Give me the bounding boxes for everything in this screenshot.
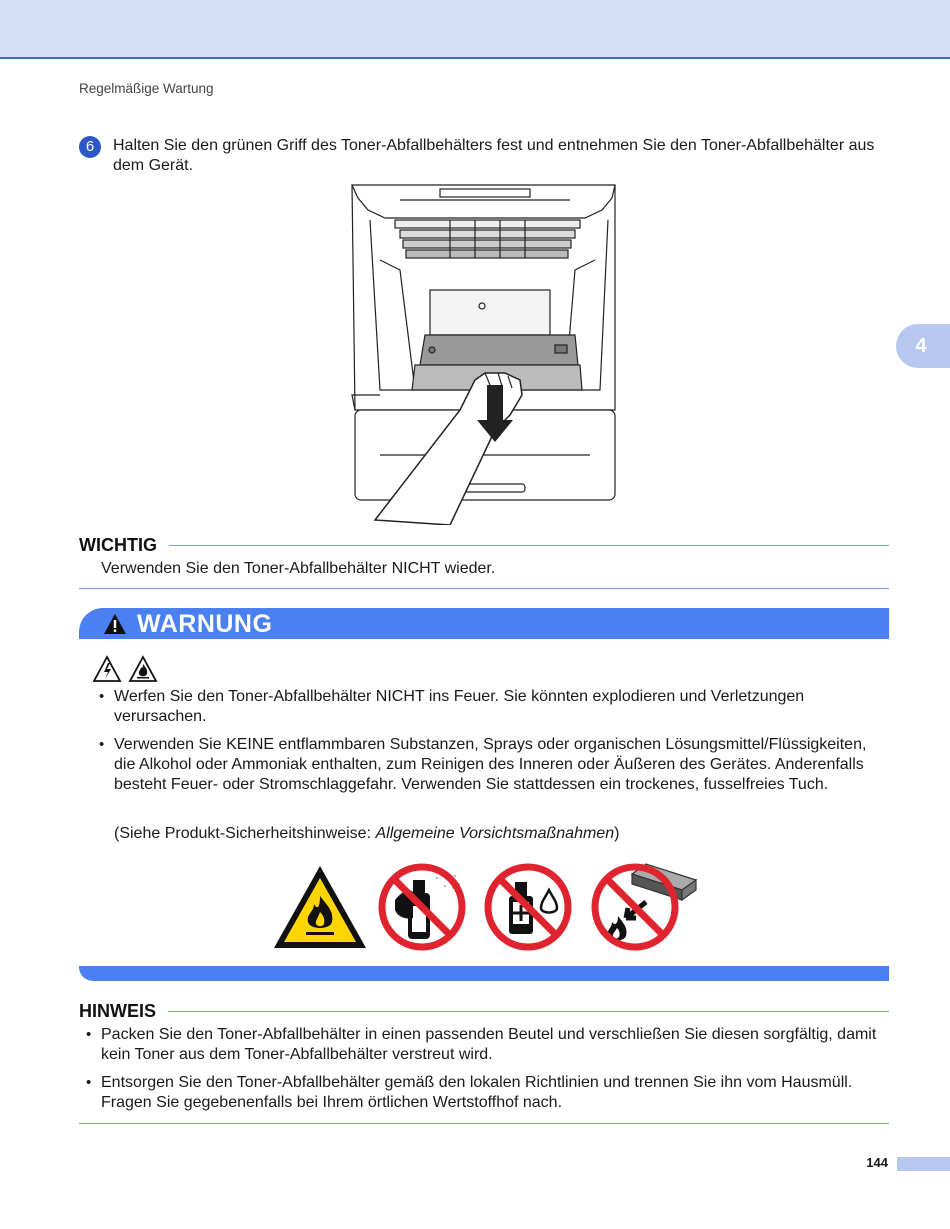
step-number-badge: 6 xyxy=(79,136,101,158)
safety-reference xyxy=(114,824,619,844)
reference-prefix: (Siehe Produkt-Sicherheitshinweise: xyxy=(114,825,376,842)
reference-title: Allgemeine Vorsichtsmaßnahmen xyxy=(375,825,615,842)
reference-suffix: ) xyxy=(614,825,620,842)
warning-bullet: • Verwenden Sie KEINE entflammbaren Substanzen, Sprays oder organischen Lösungsmittel/Flüssigkeiten, die Alkohol oder Ammoniak enthalten, zum Reinigen des Inneren oder Äußeren des Gerätes. Anderenfalls besteht Feuer- oder Stromschlaggefahr. Verwenden Sie stattdessen ein trockenes, fusselfreies Tuch. xyxy=(101,735,881,795)
no-spray-icon xyxy=(375,858,470,956)
warning-symbols xyxy=(93,655,163,683)
warning-bullet: • Werfen Sie den Toner-Abfallbehälter NICHT ins Feuer. Sie könnten explodieren und Verletzungen verursachen. xyxy=(101,687,881,727)
flammable-hazard-icon xyxy=(270,858,370,956)
no-fire-disposal-icon xyxy=(588,858,698,956)
fire-warning-icon xyxy=(130,657,156,681)
warning-banner xyxy=(79,608,889,639)
wichtig-heading-rule xyxy=(150,545,889,546)
hinweis-bullet: • Entsorgen Sie den Toner-Abfallbehälter gemäß den lokalen Richtlinien und trennen Sie ihn vom Hausmüll. Fragen Sie gegebenenfalls bei Ihrem örtlichen Wertstoffhof nach. xyxy=(88,1073,888,1113)
no-solvent-icon xyxy=(481,858,576,956)
warning-triangle-icon xyxy=(103,613,127,635)
warning-title: WARNUNG xyxy=(137,610,273,638)
page-number: 144 xyxy=(866,1155,888,1170)
hinweis-heading: HINWEIS xyxy=(79,1001,168,1022)
wichtig-text: Verwenden Sie den Toner-Abfallbehälter NICHT wieder. xyxy=(101,560,496,577)
hinweis-bottom-rule xyxy=(79,1123,889,1124)
page-number-bar xyxy=(897,1157,950,1171)
wichtig-bottom-rule xyxy=(79,588,889,589)
hinweis-bullet-list xyxy=(88,1025,888,1121)
warning-banner-footer xyxy=(79,966,889,981)
hinweis-heading-rule xyxy=(150,1011,889,1012)
header-band xyxy=(0,0,950,59)
warning-bullet-list xyxy=(101,687,881,803)
hinweis-bullet: • Packen Sie den Toner-Abfallbehälter in einen passenden Beutel und verschließen Sie diesen sorgfältig, damit kein Toner aus dem Toner-Abfallbehälter verstreut wird. xyxy=(88,1025,888,1065)
printer-waste-toner-illustration xyxy=(340,180,630,525)
step-text: Halten Sie den grünen Griff des Toner-Abfallbehälters fest und entnehmen Sie den Toner-Abfallbehälter aus dem Gerät. xyxy=(113,137,875,174)
wichtig-heading: WICHTIG xyxy=(79,535,169,556)
chapter-tab[interactable]: 4 xyxy=(896,324,950,368)
section-label: Regelmäßige Wartung xyxy=(79,81,214,96)
electric-shock-warning-icon xyxy=(94,657,120,681)
